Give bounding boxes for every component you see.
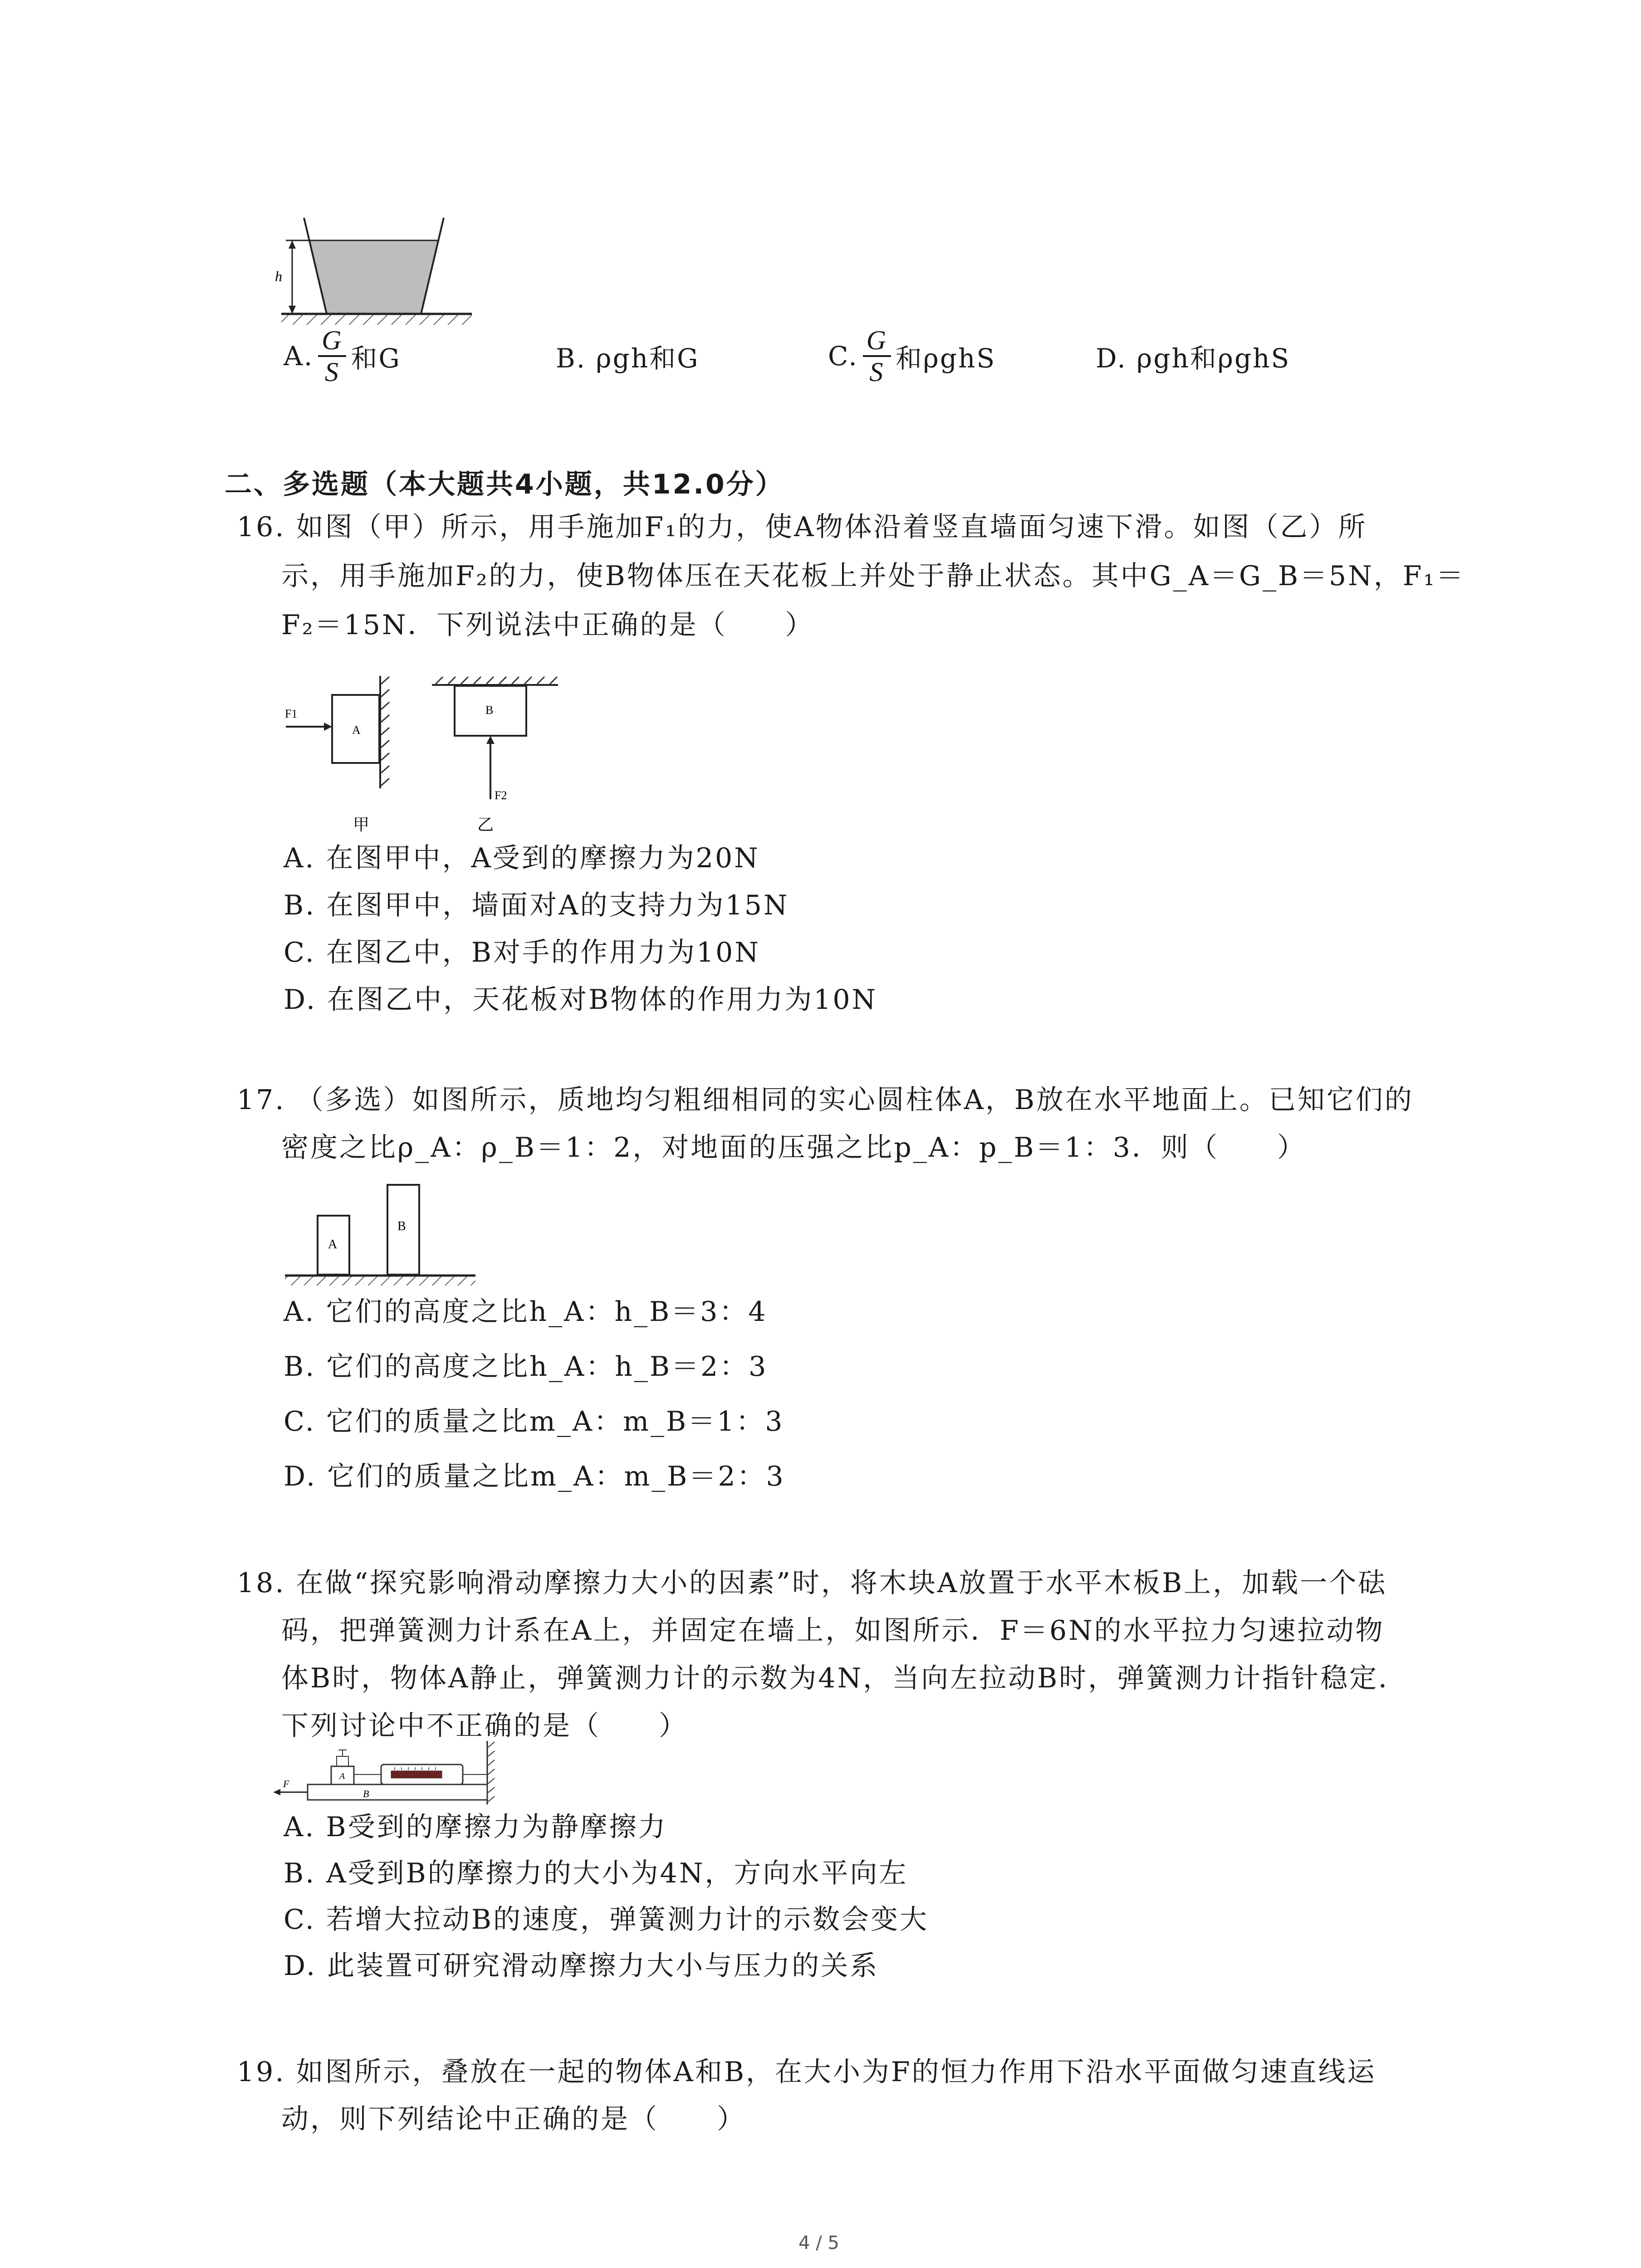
q15-figure-h-label: h — [275, 268, 282, 284]
q18-stem-line-4: 下列讨论中不正确的是（ ） — [281, 1710, 688, 1742]
q15-option-c[interactable]: C. $\frac{G}{S}$ 和ρghS — [828, 325, 996, 387]
q18-stem-line-2: 码，把弹簧测力计系在A上，并固定在墙上，如图所示．F＝6N的水平拉力匀速拉动物 — [281, 1615, 1385, 1647]
q15-option-b[interactable]: B. ρgh和G — [556, 343, 700, 374]
q16-option-b[interactable]: B. 在图甲中，墙面对A的支持力为15N — [284, 890, 789, 921]
q17-option-a[interactable]: A. 它们的高度之比h_A：h_B＝3：4 — [284, 1296, 768, 1328]
q18-option-d[interactable]: D. 此装置可研究滑动摩擦力大小与压力的关系 — [284, 1950, 879, 1982]
q15-option-a[interactable]: A. $\frac{G}{S}$ 和G — [284, 325, 401, 387]
q16-option-d[interactable]: D. 在图乙中，天花板对B物体的作用力为10N — [284, 984, 878, 1016]
q17-stem-line-1: 17. （多选）如图所示，质地均匀粗细相同的实心圆柱体A，B放在水平地面上。已知它们的 — [237, 1084, 1414, 1116]
section-title-multiple-choice: 二、多选题（本大题共4小题，共12.0分） — [225, 469, 784, 500]
q16-caption-jia: 甲 — [353, 816, 370, 834]
q16-label-a: A — [352, 723, 361, 737]
q15-options — [284, 322, 1290, 390]
q18-label-b: B — [363, 1788, 369, 1799]
q19-stem-line-2: 动，则下列结论中正确的是（ ） — [281, 2103, 746, 2135]
q16-option-a[interactable]: A. 在图甲中，A受到的摩擦力为20N — [284, 842, 760, 874]
q16-label-b: B — [485, 704, 494, 717]
q15-option-c-fraction: $\frac{G}{S}$ — [863, 325, 891, 387]
q16-stem-line-3: F₂＝15N．下列说法中正确的是（ ） — [281, 609, 814, 641]
q17-stem-line-2: 密度之比ρ_A：ρ_B＝1：2，对地面的压强之比p_A：p_B＝1：3．则（ ） — [281, 1132, 1306, 1163]
q16-stem-line-2: 示，用手施加F₂的力，使B物体压在天花板上并处于静止状态。其中G_A＝G_B＝5N，F₁＝ — [281, 560, 1465, 592]
q18-stem-line-3: 体B时，物体A静止，弹簧测力计的示数为4N，当向左拉动B时，弹簧测力计指针稳定． — [281, 1662, 1408, 1694]
q15-option-a-fraction: $\frac{G}{S}$ — [318, 325, 346, 387]
q17-label-b: B — [397, 1219, 406, 1233]
q15-container-figure — [272, 218, 481, 327]
q18-label-a: A — [339, 1771, 345, 1781]
q18-figure — [272, 1741, 499, 1809]
q17-option-b[interactable]: B. 它们的高度之比h_A：h_B＝2：3 — [284, 1351, 768, 1383]
q17-option-d[interactable]: D. 它们的质量之比m_A：m_B＝2：3 — [284, 1461, 785, 1492]
q18-option-a[interactable]: A. B受到的摩擦力为静摩擦力 — [284, 1811, 667, 1843]
q18-board-b — [308, 1784, 487, 1800]
q17-label-a: A — [328, 1237, 338, 1251]
q19-stem-line-1: 19. 如图所示，叠放在一起的物体A和B，在大小为F的恒力作用下沿水平面做匀速直线运 — [237, 2056, 1376, 2088]
q18-option-c[interactable]: C. 若增大拉动B的速度，弹簧测力计的示数会变大 — [284, 1904, 929, 1936]
q16-figure — [272, 676, 563, 839]
page-number: 4 / 5 — [798, 2233, 839, 2253]
q16-stem-line-1: 16. 如图（甲）所示，用手施加F₁的力，使A物体沿着竖直墙面匀速下滑。如图（乙）所 — [237, 511, 1367, 543]
q15-option-d[interactable]: D. ρgh和ρghS — [1096, 343, 1291, 374]
q17-figure — [281, 1179, 481, 1297]
q17-option-c[interactable]: C. 它们的质量之比m_A：m_B＝1：3 — [284, 1406, 784, 1437]
q16-option-c[interactable]: C. 在图乙中，B对手的作用力为10N — [284, 937, 760, 968]
q16-caption-yi: 乙 — [477, 816, 494, 834]
q18-label-f: F — [283, 1778, 289, 1789]
q16-label-f2: F2 — [495, 789, 507, 802]
q18-option-b[interactable]: B. A受到B的摩擦力的大小为4N，方向水平向左 — [284, 1857, 908, 1889]
q16-label-f1: F1 — [285, 707, 298, 720]
q18-stem-line-1: 18. 在做“探究影响滑动摩擦力大小的因素”时，将木块A放置于水平木板B上，加载一个砝 — [237, 1567, 1387, 1599]
